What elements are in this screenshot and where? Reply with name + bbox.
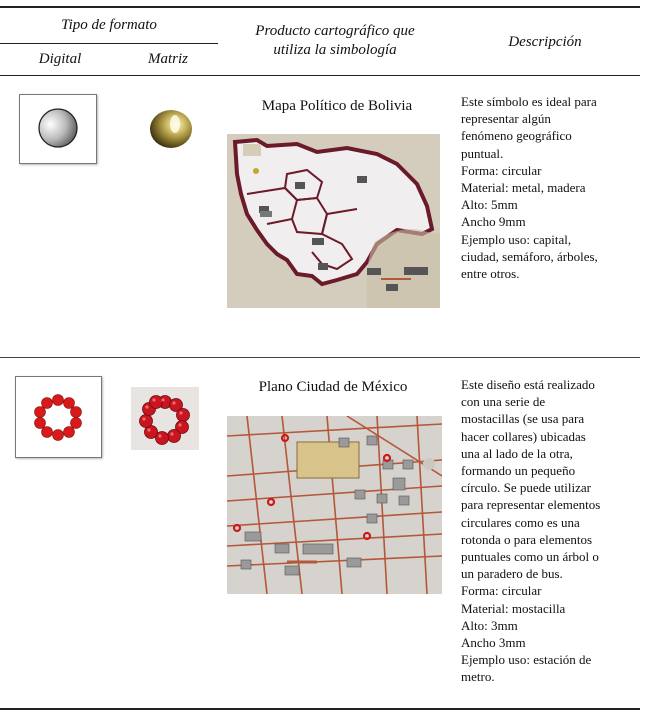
table-bottom-rule — [0, 708, 640, 710]
header-producto — [220, 22, 450, 60]
description-row-1 — [461, 93, 641, 282]
desc-line: formando un pequeño — [461, 463, 576, 479]
desc-line: hacer collares) ubicadas — [461, 428, 586, 444]
desc-line: para representar elementos — [461, 497, 601, 513]
desc-line: con una serie de — [461, 394, 546, 410]
desc-line: puntual. — [461, 145, 504, 161]
desc-line: fenómeno geográfico — [461, 128, 572, 144]
header-digital: Digital — [38, 51, 82, 67]
row-separator-rule — [0, 357, 640, 358]
desc-line: circulares como es una — [461, 514, 580, 530]
mexico-plan-image — [227, 416, 442, 594]
digital-symbol-bead-ring — [15, 376, 102, 458]
desc-line: Este diseño está realizado — [461, 377, 595, 392]
header-producto-line2: utiliza la simbología — [273, 42, 397, 58]
bead-ring-icon — [16, 377, 101, 457]
desc-line: metro. — [461, 669, 495, 685]
matrix-symbol-bead-photo — [131, 387, 199, 450]
description-row-2 — [461, 376, 641, 686]
desc-line: puntuales como un árbol o — [461, 549, 599, 565]
desc-line: Ancho 3mm — [461, 635, 526, 651]
header-bottom-rule — [0, 75, 640, 76]
desc-line: Ejemplo uso: capital, — [461, 231, 572, 247]
desc-line: entre otros. — [461, 266, 520, 282]
subheader-rule — [0, 43, 218, 44]
product-title-bolivia: Mapa Político de Bolivia — [261, 98, 413, 114]
header-producto-line1: Producto cartográfico que — [255, 23, 415, 39]
product-title-mexico: Plano Ciudad de México — [258, 379, 408, 395]
header-tipo-formato: Tipo de formato — [61, 17, 157, 33]
table-top-rule — [0, 6, 640, 8]
desc-line: representar algún — [461, 111, 551, 127]
header-matriz: Matriz — [147, 51, 188, 67]
desc-line: Este símbolo es ideal para — [461, 94, 597, 109]
desc-line: círculo. Se puede utilizar — [461, 480, 591, 496]
bead-ring-photo-icon — [131, 387, 199, 450]
desc-line: un paradero de bus. — [461, 566, 563, 582]
desc-line: mostacillas (se usa para — [461, 411, 585, 427]
mexico-plan-photo — [227, 416, 442, 594]
desc-line: Forma: circular — [461, 162, 542, 178]
desc-line: Material: metal, madera — [461, 180, 586, 196]
desc-line: Ejemplo uso: estación de — [461, 652, 592, 668]
gray-disc-icon — [20, 95, 96, 163]
bolivia-map-image — [227, 134, 440, 308]
metal-pin-icon — [133, 98, 207, 160]
matrix-symbol-metal-pin — [133, 98, 207, 160]
header-descripcion: Descripción — [508, 34, 582, 50]
desc-line: una al lado de la otra, — [461, 445, 573, 461]
desc-line: Material: mostacilla — [461, 600, 566, 616]
desc-line: Alto: 5mm — [461, 197, 518, 213]
desc-line: rotonda o para elementos — [461, 531, 593, 547]
desc-line: Forma: circular — [461, 583, 542, 599]
desc-line: Alto: 3mm — [461, 617, 518, 633]
desc-line: ciudad, semáforo, árboles, — [461, 248, 598, 264]
desc-line: Ancho 9mm — [461, 214, 526, 230]
bolivia-map-photo — [227, 134, 440, 308]
digital-symbol-circle-gray — [19, 94, 97, 164]
